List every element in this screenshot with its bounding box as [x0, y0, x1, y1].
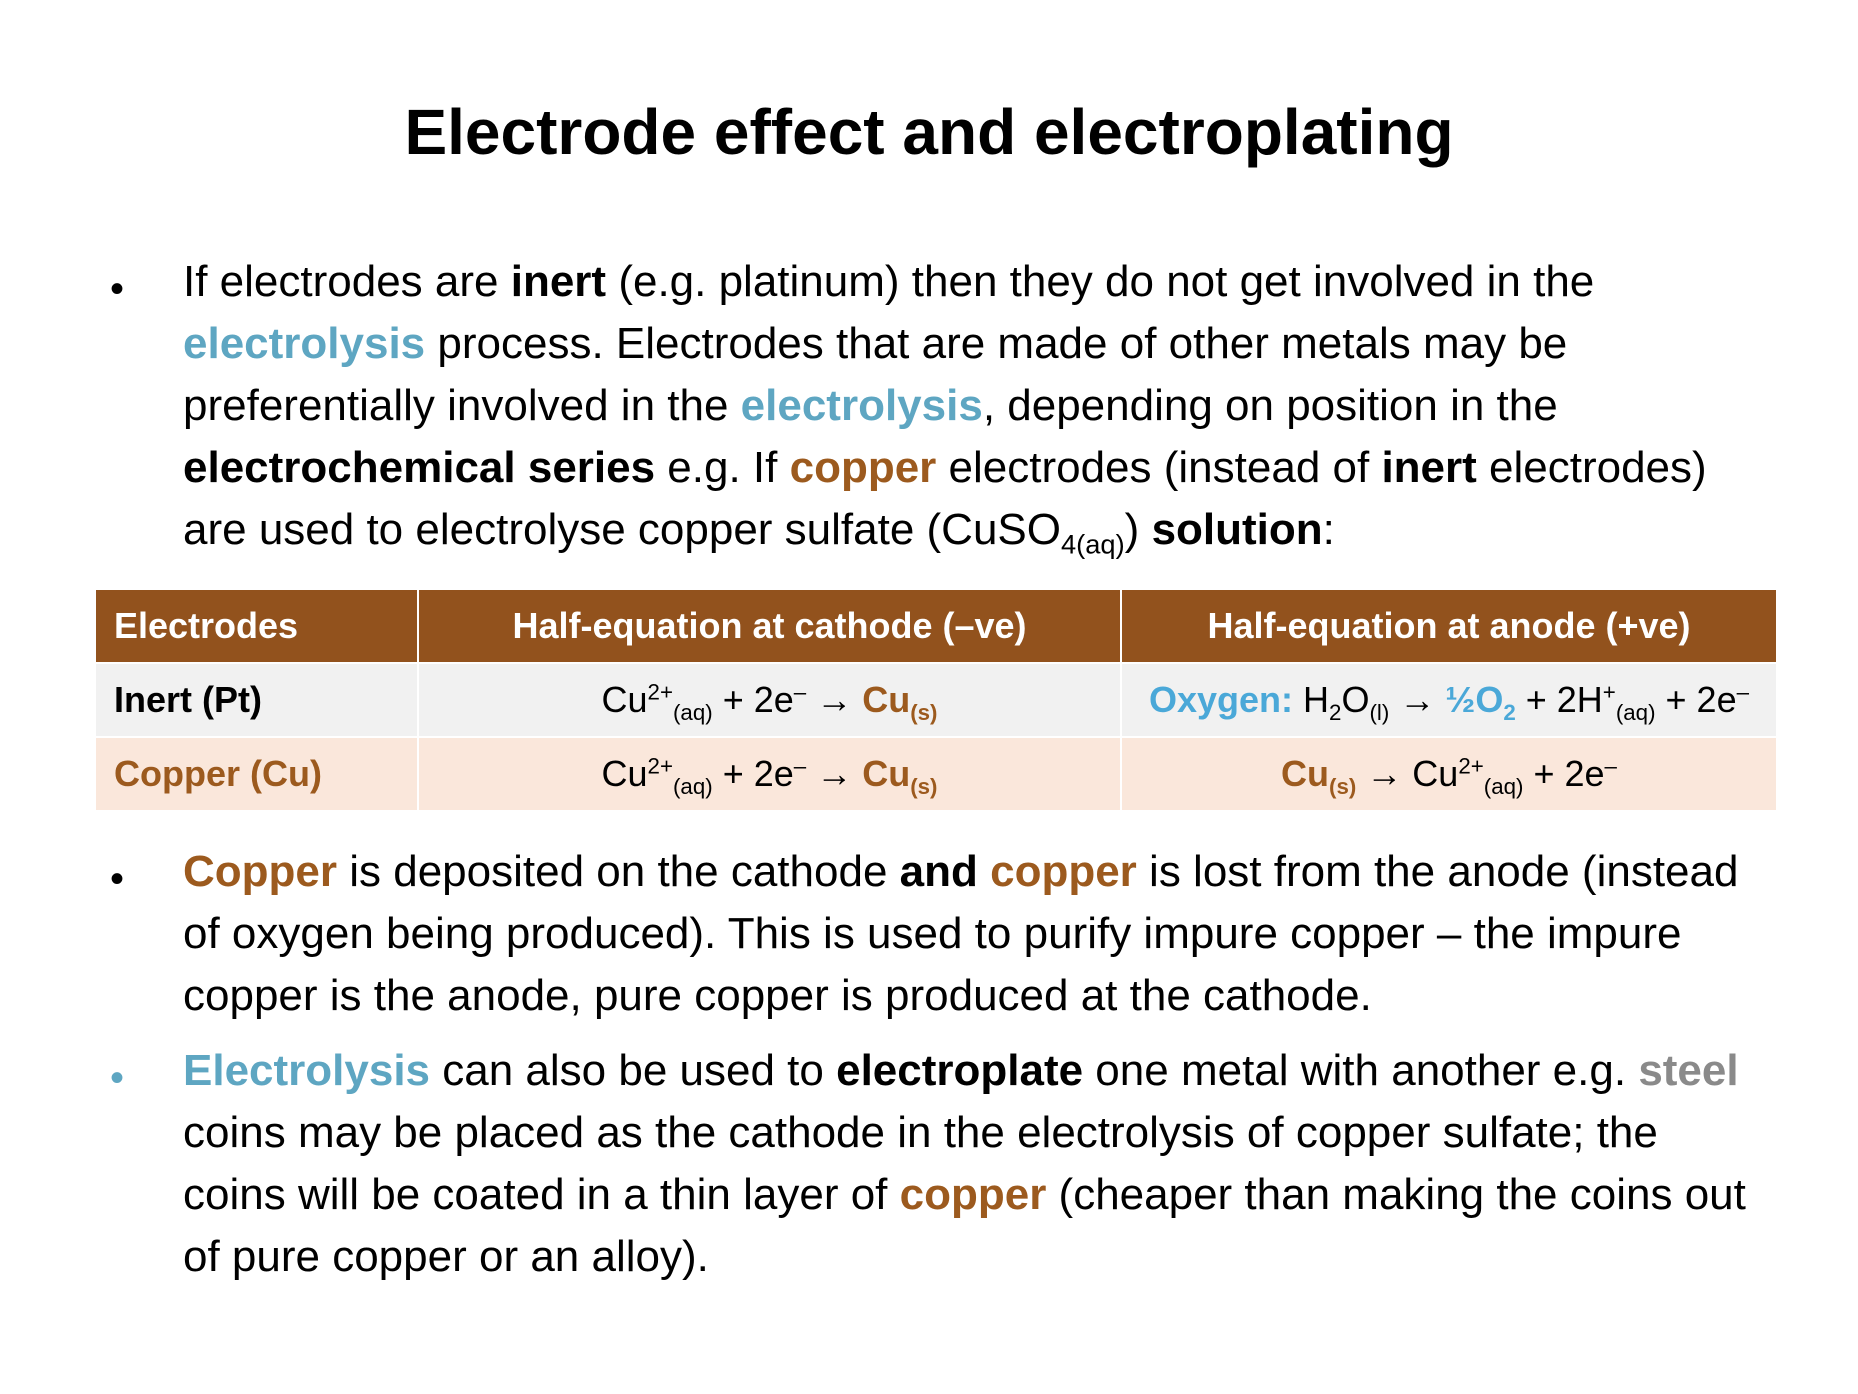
term-copper: copper [789, 443, 937, 492]
subscript: 4(aq) [1061, 528, 1125, 560]
term-copper: copper [990, 847, 1137, 896]
text: one metal with another e.g. [1083, 1046, 1639, 1095]
half-equation-table [94, 588, 1778, 812]
text-bold: inert [510, 257, 607, 306]
bullet-3 [183, 1040, 1753, 1288]
anode-equation: Oxygen: $H_2O_{(l)}$ → $\frac{1}{2}O_2 + 2H^+_{(aq)} + 2e^-$ [1121, 663, 1777, 737]
row-label-inert: Inert (Pt) [95, 663, 418, 737]
text-bold: solution [1151, 505, 1323, 554]
text: process. Electrodes that are made of other metals may be preferentially involved in the [183, 319, 1568, 430]
text: electrodes (instead of [936, 443, 1382, 492]
term-copper: copper [899, 1170, 1047, 1219]
header-cathode: Half-equation at cathode (–ve) [418, 589, 1121, 663]
text: is deposited on the cathode [337, 847, 900, 896]
term-copper: Copper [183, 847, 337, 896]
table-row [95, 737, 1777, 811]
text-bold: inert [1381, 443, 1477, 492]
cathode-equation: $Cu^{2+}_{(aq)} + 2e^- \to Cu_{(s)}$ [418, 663, 1121, 737]
text: (e.g. platinum) then they do not get involved in the [606, 257, 1595, 306]
text: : [1322, 505, 1335, 554]
bullet-marker: • [110, 857, 125, 901]
term-steel: steel [1638, 1046, 1739, 1095]
bullet-marker: • [110, 267, 125, 311]
bullet-1 [183, 251, 1753, 561]
term-electrolysis: electrolysis [183, 319, 426, 368]
text [978, 847, 990, 896]
cathode-equation: $Cu^{2+}_{(aq)} + 2e^- \to Cu_{(s)}$ [418, 737, 1121, 811]
bullet-2 [183, 841, 1753, 1027]
text-bold: electrochemical series [183, 443, 656, 492]
term-electrolysis: electrolysis [740, 381, 983, 430]
header-anode: Half-equation at anode (+ve) [1121, 589, 1777, 663]
text: coins may be placed as the cathode in the electrolysis of copper sulfate; the coins will be coated in a thin layer of [183, 1108, 1658, 1219]
table-row [95, 663, 1777, 737]
text: e.g. If [655, 443, 790, 492]
bullet-marker: • [110, 1056, 125, 1100]
text: ) [1124, 505, 1152, 554]
text: (cheaper than making the coins out of pure copper or an alloy). [183, 1170, 1746, 1281]
text: is lost from the anode (instead of oxygen being produced). This is used to purify impure copper – the impure copper is the anode, pure copper is produced at the cathode. [183, 847, 1739, 1020]
text: If electrodes are [183, 257, 511, 306]
text-bold: electroplate [836, 1046, 1084, 1095]
text: electrodes) are used to electrolyse copper sulfate (CuSO [183, 443, 1707, 554]
anode-equation: $Cu_{(s)} \to Cu^{2+}_{(aq)} + 2e^-$ [1121, 737, 1777, 811]
header-electrodes: Electrodes [95, 589, 418, 663]
term-electrolysis: Electrolysis [183, 1046, 431, 1095]
text: , depending on position in the [982, 381, 1558, 430]
text-bold: and [899, 847, 978, 896]
page-title: Electrode effect and electroplating [404, 96, 1454, 168]
table-header-row [95, 589, 1777, 663]
text: can also be used to [430, 1046, 837, 1095]
row-label-copper: Copper (Cu) [95, 737, 418, 811]
